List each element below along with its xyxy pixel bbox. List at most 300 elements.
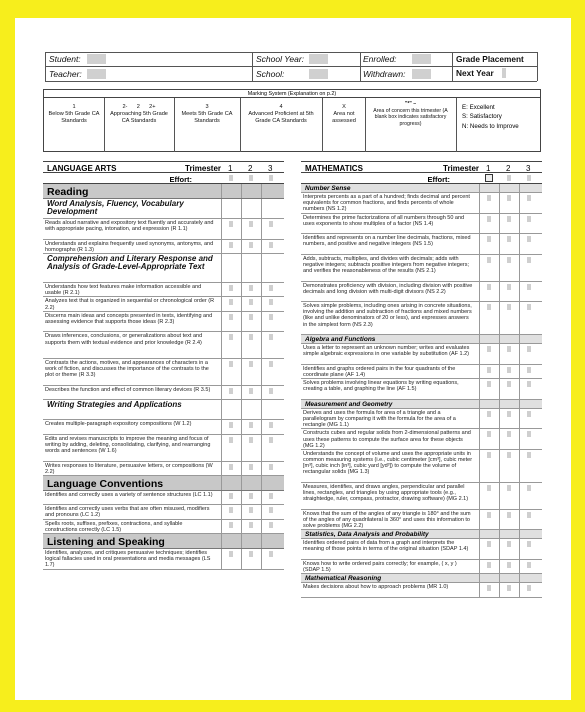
standard-row	[301, 214, 542, 235]
column-divider	[261, 520, 262, 533]
grade-box-t1[interactable]	[229, 334, 233, 340]
standard-row	[301, 429, 542, 450]
grade-box-t2[interactable]	[507, 284, 511, 290]
grade-box-t2[interactable]	[249, 242, 253, 248]
column-divider	[479, 539, 480, 559]
heading-text: Listening and Speaking	[47, 536, 165, 549]
subsection-heading	[301, 574, 542, 583]
grade-box-t1[interactable]	[229, 221, 233, 227]
grade-box-t1[interactable]	[229, 361, 233, 367]
trimester-3-label: 3	[526, 164, 531, 173]
heading-text: Mathematical Reasoning	[305, 575, 382, 583]
level-4-text: Advanced Proficient at 5th Grade CA Standards	[248, 110, 314, 124]
column-divider	[479, 483, 480, 509]
column-divider	[479, 365, 480, 378]
standard-row	[301, 483, 542, 510]
column-divider	[261, 359, 262, 385]
grade-box-t1[interactable]	[229, 507, 233, 513]
grade-box-t1[interactable]	[229, 314, 233, 320]
grade-box-t3[interactable]	[269, 493, 273, 499]
grade-box-t1[interactable]	[487, 257, 491, 263]
column-divider	[221, 420, 222, 433]
column-divider	[499, 302, 500, 334]
standard-row	[43, 386, 284, 400]
column-divider	[479, 450, 480, 482]
grade-box-t2[interactable]	[249, 221, 253, 227]
column-divider	[241, 420, 242, 433]
column-divider	[261, 254, 262, 282]
language-arts-standards	[43, 184, 284, 570]
effort-box-t3[interactable]	[269, 175, 273, 181]
standard-row	[43, 312, 284, 333]
column-divider	[261, 505, 262, 518]
grade-box-t2[interactable]	[507, 236, 511, 242]
effort-label: Effort:	[427, 174, 450, 184]
standard-text: Draws inferences, conclusions, or generalizations about text and supports them with textual evidence and prior knowledge (R 2.4)	[45, 333, 203, 346]
column-divider	[241, 184, 242, 198]
grade-box-t2[interactable]	[249, 437, 253, 443]
level-x-text: Area not assessed	[332, 110, 356, 124]
trimester-2-label: 2	[248, 164, 253, 173]
standard-text: Solves simple problems, including ones arising in concrete situations, involving the addition and subtraction of fractions and mixed numbers (like and unlike denominators of 20 or less), and expresses answers in the simplest form (NS 2.3)	[303, 303, 472, 328]
grade-box-t1[interactable]	[487, 562, 491, 568]
column-divider	[499, 282, 500, 302]
grade-box-t2[interactable]	[507, 512, 511, 518]
column-divider	[519, 400, 520, 408]
column-divider	[261, 462, 262, 475]
language-arts-title: LANGUAGE ARTS	[47, 164, 117, 173]
grade-box-t3[interactable]	[527, 485, 531, 491]
grade-box-t1[interactable]	[229, 388, 233, 394]
standard-row	[301, 193, 542, 214]
standard-text: Understands how text features make information accessible and usable (R 2.1)	[45, 283, 202, 297]
column-divider	[499, 255, 500, 281]
column-divider	[241, 254, 242, 282]
grade-box-t3[interactable]	[527, 585, 531, 591]
column-divider	[519, 483, 520, 509]
standard-text: Determines the prime factorizations of all numbers through 50 and uses exponents to show multiples of a factor (NS 1.4)	[303, 214, 465, 227]
trimester-1-label: 1	[228, 164, 233, 173]
grade-box-t1[interactable]	[487, 381, 491, 387]
trimester-1-label: 1	[486, 164, 491, 173]
grade-box-t3[interactable]	[269, 437, 273, 443]
grade-box-t1[interactable]	[487, 585, 491, 591]
level-x-symbol: X	[342, 104, 346, 110]
subsection-heading	[301, 530, 542, 539]
heading-text: Algebra and Functions	[305, 336, 376, 344]
heading-text: Number Sense	[305, 185, 351, 192]
effort-legend	[462, 103, 519, 131]
column-divider	[261, 420, 262, 433]
column-divider	[519, 365, 520, 378]
standard-row	[301, 234, 542, 255]
effort-box-t2[interactable]	[249, 175, 253, 181]
column-divider	[519, 282, 520, 302]
grade-box-t1[interactable]	[229, 242, 233, 248]
standard-row	[43, 283, 284, 297]
grade-box-t3[interactable]	[269, 221, 273, 227]
grade-box-t1[interactable]	[487, 346, 491, 352]
standard-text: Uses a letter to represent an unknown number; writes and evaluates simple algebraic expressions in one variable by substitution (AF 1.2)	[303, 345, 470, 358]
standard-row	[43, 297, 284, 311]
column-divider	[241, 435, 242, 461]
grade-box-t1[interactable]	[229, 551, 233, 557]
standard-row	[43, 435, 284, 462]
column-divider	[221, 435, 222, 461]
standard-row	[301, 255, 542, 282]
column-divider	[221, 520, 222, 533]
grade-box-t3[interactable]	[527, 512, 531, 518]
column-divider	[221, 332, 222, 358]
enrolled-field[interactable]	[412, 54, 431, 64]
standard-text: Measures, identifies, and draws angles, perpendicular and parallel lines, rectangles, and triangles by using appropriate tools (e.g., straightedge, ruler, compass, protractor, drawing software) (MG 2.1)	[303, 483, 469, 503]
grade-box-t1[interactable]	[487, 284, 491, 290]
effort-box-t1[interactable]	[485, 174, 493, 182]
grade-box-t2[interactable]	[249, 285, 253, 291]
column-divider	[479, 302, 480, 334]
grade-box-t1[interactable]	[487, 512, 491, 518]
column-divider	[519, 409, 520, 429]
column-divider	[479, 335, 480, 343]
grade-box-t3[interactable]	[527, 562, 531, 568]
standard-row	[301, 583, 542, 597]
mathematics-column	[301, 161, 542, 598]
heading-text: Reading	[47, 186, 89, 198]
concern-text: Area of concern this trimester (A blank box indicates satisfactory progress)	[373, 107, 448, 127]
grade-box-t1[interactable]	[229, 422, 233, 428]
grade-box-t2[interactable]	[249, 551, 253, 557]
grade-box-t1[interactable]	[487, 195, 491, 201]
grade-box-t3[interactable]	[527, 236, 531, 242]
grade-box-t1[interactable]	[229, 493, 233, 499]
column-divider	[221, 505, 222, 518]
grade-box-t1[interactable]	[487, 216, 491, 222]
grade-box-t2[interactable]	[249, 314, 253, 320]
column-divider	[499, 379, 500, 399]
grade-box-t3[interactable]	[527, 284, 531, 290]
standard-text: Reads aloud narrative and expository text fluently and accurately and with appropriate pacing, intonation, and expression (R 1.1)	[45, 220, 214, 233]
school-year-field[interactable]	[309, 54, 328, 64]
column-divider	[519, 379, 520, 399]
grade-box-t1[interactable]	[229, 464, 233, 470]
section-heading	[43, 534, 284, 549]
grade-box-t1[interactable]	[487, 541, 491, 547]
effort-box-t1[interactable]	[229, 175, 233, 181]
grade-box-t3[interactable]	[527, 346, 531, 352]
column-divider	[261, 386, 262, 399]
column-divider	[479, 429, 480, 449]
column-divider	[261, 297, 262, 310]
standard-row	[43, 240, 284, 254]
heading-text: Word Analysis, Fluency, Vocabulary Development	[47, 199, 184, 217]
column-divider	[519, 429, 520, 449]
column-divider	[261, 476, 262, 490]
column-divider	[499, 560, 500, 573]
standard-text: Adds, subtracts, multiplies, and divides with decimals; adds with negative integers; subtracts positive integers from negative integers; and verifies the reasonableness of the results (NS 2.1)	[303, 255, 470, 275]
column-divider	[261, 400, 262, 419]
grade-box-t3[interactable]	[269, 464, 273, 470]
grade-box-t3[interactable]	[527, 381, 531, 387]
grade-box-t2[interactable]	[507, 562, 511, 568]
report-card-page	[15, 18, 571, 700]
grade-box-t3[interactable]	[527, 431, 531, 437]
student-name-field[interactable]	[87, 54, 106, 64]
grade-box-t1[interactable]	[487, 485, 491, 491]
effort-excellent: E: Excellent	[462, 104, 495, 111]
trimester-3-label: 3	[268, 164, 273, 173]
column-divider	[241, 505, 242, 518]
grade-box-t3[interactable]	[527, 541, 531, 547]
trimester-label: Trimester	[185, 164, 222, 173]
grade-box-t1[interactable]	[487, 431, 491, 437]
next-year-label: Next Year	[456, 68, 494, 78]
standard-text: Makes decisions about how to approach problems (MR 1.0)	[303, 584, 449, 591]
grade-box-t1[interactable]	[229, 299, 233, 305]
column-divider	[499, 335, 500, 343]
level-1-number: 1	[72, 104, 76, 110]
grade-box-t3[interactable]	[269, 507, 273, 513]
standard-text: Solves problems involving linear equations by writing equations, creating a table, and graphing the line (AF 1.5)	[303, 380, 459, 393]
column-divider	[499, 234, 500, 254]
level-2-number: 2- 2 2+	[122, 104, 156, 110]
standard-row	[301, 560, 542, 574]
column-divider	[479, 282, 480, 302]
grade-box-t2[interactable]	[249, 464, 253, 470]
effort-needs-improve: N: Needs to Improve	[462, 122, 519, 130]
teacher-label: Teacher:	[49, 69, 82, 79]
marking-system-title: Marking System (Explanation on p.2)	[44, 90, 540, 98]
grade-box-t2[interactable]	[507, 257, 511, 263]
column-divider	[519, 530, 520, 538]
standard-text: Constructs cubes and regular solids from 2-dimensional patterns and uses these patterns to compute the surface area for these objects (MG 1.2)	[303, 430, 471, 449]
level-1-text: Below 5th Grade CA Standards	[48, 110, 100, 124]
standard-text: Discerns main ideas and concepts presented in texts, identifying and assessing evidence that supports those ideas (R 2.3)	[45, 312, 213, 325]
standard-row	[301, 379, 542, 400]
subsection-heading	[301, 335, 542, 344]
withdrawn-label: Withdrawn:	[363, 69, 406, 79]
school-field[interactable]	[309, 69, 328, 79]
grade-box-t3[interactable]	[269, 551, 273, 557]
grade-box-t2[interactable]	[249, 493, 253, 499]
standard-text: Identifies, analyzes, and critiques persuasive techniques; identifies logical fallacies used in oral presentations and media messages (LS 1.7)	[45, 550, 211, 569]
grade-box-t3[interactable]	[269, 422, 273, 428]
standard-row	[43, 462, 284, 476]
column-divider	[241, 283, 242, 296]
grade-box-t2[interactable]	[249, 388, 253, 394]
grade-box-t2[interactable]	[249, 299, 253, 305]
standard-row	[301, 539, 542, 560]
standard-text: Contrasts the actions, motives, and appearances of characters in a work of fiction, and discusses the importance of the contrasts to the plot or theme (R 3.3)	[45, 360, 209, 379]
withdrawn-field[interactable]	[412, 69, 431, 79]
grade-box-t2[interactable]	[507, 304, 511, 310]
column-divider	[499, 583, 500, 596]
column-divider	[221, 549, 222, 569]
column-divider	[499, 365, 500, 378]
grade-box-t2[interactable]	[507, 485, 511, 491]
column-divider	[241, 332, 242, 358]
column-divider	[499, 193, 500, 213]
grade-box-t2[interactable]	[249, 522, 253, 528]
grade-box-t3[interactable]	[269, 285, 273, 291]
grade-box-t3[interactable]	[269, 334, 273, 340]
grade-box-t3[interactable]	[269, 522, 273, 528]
subsection-heading	[301, 400, 542, 409]
standard-text: Understands and explains frequently used synonyms, antonyms, and homographs (R 1.3)	[45, 240, 214, 253]
column-divider	[519, 193, 520, 213]
column-divider	[499, 530, 500, 538]
grade-box-t2[interactable]	[507, 367, 511, 373]
heading-text: Comprehension and Literary Response and Analysis of Grade-Level-Appropriate Text	[47, 253, 213, 272]
grade-box-t3[interactable]	[269, 299, 273, 305]
grade-box-t2[interactable]	[507, 431, 511, 437]
column-divider	[519, 574, 520, 582]
grade-box-t3[interactable]	[527, 411, 531, 417]
standard-text: Understands the concept of volume and uses the appropriate units in common measuring systems (i.e., cubic centimeter [cm³], cubic meter [m³], cubic inch [in³], cubic yard [yd³]) to compute the volume of rectangular solids (MG 1.3)	[303, 450, 473, 476]
column-divider	[499, 429, 500, 449]
concern-symbol: "*" –	[404, 101, 417, 107]
grade-box-t2[interactable]	[507, 411, 511, 417]
column-divider	[261, 312, 262, 332]
mathematics-effort-row	[301, 173, 542, 184]
heading-text: Writing Strategies and Applications	[47, 400, 182, 410]
mathematics-standards	[301, 184, 542, 598]
grade-box-t2[interactable]	[249, 507, 253, 513]
level-x	[324, 104, 364, 125]
standard-text: Interprets percents as a part of a hundred; finds decimal and percent equivalents for common fractions, and finds percents of whole numbers (NS 1.2)	[303, 194, 470, 213]
standard-text: Identifies and correctly uses verbs that are often misused, modifiers and pronouns (LC 1.2)	[45, 506, 210, 519]
column-divider	[241, 534, 242, 548]
column-divider	[519, 583, 520, 596]
grade-box-t1[interactable]	[487, 236, 491, 242]
grade-box-t1[interactable]	[487, 367, 491, 373]
standard-row	[301, 302, 542, 335]
standard-row	[301, 409, 542, 430]
column-divider	[261, 283, 262, 296]
grade-box-t3[interactable]	[269, 388, 273, 394]
column-divider	[499, 574, 500, 582]
grade-box-t2[interactable]	[249, 422, 253, 428]
column-divider	[479, 255, 480, 281]
level-3	[176, 104, 238, 125]
grade-box-t2[interactable]	[249, 361, 253, 367]
column-divider	[499, 450, 500, 482]
standard-row	[43, 520, 284, 534]
column-divider	[241, 240, 242, 253]
teacher-name-field[interactable]	[87, 69, 106, 79]
standard-text: Knows how to write ordered pairs correctly; for example, ( x, y ) (SDAP 1.5)	[303, 560, 457, 574]
column-divider	[221, 386, 222, 399]
next-year-field[interactable]	[502, 68, 506, 78]
grade-box-t3[interactable]	[527, 304, 531, 310]
effort-box-t3[interactable]	[527, 175, 531, 181]
column-divider	[519, 255, 520, 281]
standard-row	[43, 549, 284, 570]
subsection-heading	[43, 199, 284, 219]
heading-text: Language Conventions	[47, 477, 164, 490]
grade-box-t3[interactable]	[269, 314, 273, 320]
standard-row	[301, 450, 542, 483]
language-arts-effort-row	[43, 173, 284, 184]
grade-box-t2[interactable]	[507, 381, 511, 387]
grade-box-t2[interactable]	[249, 334, 253, 340]
marking-system-box	[43, 89, 541, 152]
standard-row	[43, 359, 284, 386]
column-divider	[241, 476, 242, 490]
grade-box-t1[interactable]	[229, 522, 233, 528]
standard-row	[43, 491, 284, 505]
column-divider	[519, 335, 520, 343]
student-label: Student:	[49, 54, 81, 64]
column-divider	[261, 332, 262, 358]
standard-row	[301, 510, 542, 531]
grade-box-t2[interactable]	[507, 195, 511, 201]
grade-box-t1[interactable]	[229, 285, 233, 291]
area-of-concern	[367, 101, 454, 127]
column-divider	[221, 462, 222, 475]
level-2	[106, 104, 172, 125]
effort-box-t2[interactable]	[507, 175, 511, 181]
heading-text: Statistics, Data Analysis and Probability	[305, 531, 429, 539]
column-divider	[479, 184, 480, 192]
column-divider	[479, 510, 480, 530]
grade-box-t3[interactable]	[527, 257, 531, 263]
grade-box-t2[interactable]	[507, 541, 511, 547]
grade-box-t3[interactable]	[269, 361, 273, 367]
column-divider	[241, 549, 242, 569]
grade-box-t1[interactable]	[487, 304, 491, 310]
grade-box-t1[interactable]	[229, 437, 233, 443]
standard-text: Identifies ordered pairs of data from a graph and interprets the meaning of those points in terms of the original situation (SDAP 1.4)	[303, 540, 469, 553]
level-3-text: Meets 5th Grade CA Standards	[181, 110, 233, 124]
grade-box-t3[interactable]	[269, 242, 273, 248]
column-divider	[241, 359, 242, 385]
grade-box-t1[interactable]	[487, 452, 491, 458]
column-divider	[499, 184, 500, 192]
column-divider	[479, 560, 480, 573]
column-divider	[241, 312, 242, 332]
section-heading	[43, 184, 284, 199]
column-divider	[499, 400, 500, 408]
standard-text: Edits and revises manuscripts to improve the meaning and focus of writing by adding, deleting, consolidating, clarifying, and rearranging words and sentences (W 1.6)	[45, 435, 211, 455]
standard-row	[43, 332, 284, 359]
enrolled-label: Enrolled:	[363, 54, 397, 64]
grade-box-t3[interactable]	[527, 216, 531, 222]
grade-box-t2[interactable]	[507, 452, 511, 458]
school-label: School:	[256, 69, 285, 79]
subsection-heading	[43, 400, 284, 420]
standard-text: Creates multiple-paragraph expository compositions (W 1.2)	[45, 421, 192, 428]
standard-text: Knows that the sum of the angles of any triangle is 180° and the sum of the angles of any quadrilateral is 360° and uses this information to solve problems (MG 2.2)	[303, 510, 471, 530]
grade-box-t2[interactable]	[507, 585, 511, 591]
grade-box-t2[interactable]	[507, 346, 511, 352]
grade-box-t3[interactable]	[527, 195, 531, 201]
column-divider	[241, 462, 242, 475]
column-divider	[261, 199, 262, 218]
column-divider	[241, 491, 242, 504]
column-divider	[261, 491, 262, 504]
column-divider	[221, 491, 222, 504]
column-divider	[221, 219, 222, 239]
column-divider	[479, 409, 480, 429]
grade-placement-label: Grade Placement	[456, 54, 524, 64]
mathematics-header	[301, 161, 542, 173]
column-divider	[499, 510, 500, 530]
grade-box-t3[interactable]	[527, 452, 531, 458]
grade-box-t3[interactable]	[527, 367, 531, 373]
column-divider	[519, 510, 520, 530]
grade-box-t2[interactable]	[507, 216, 511, 222]
grade-box-t1[interactable]	[487, 411, 491, 417]
